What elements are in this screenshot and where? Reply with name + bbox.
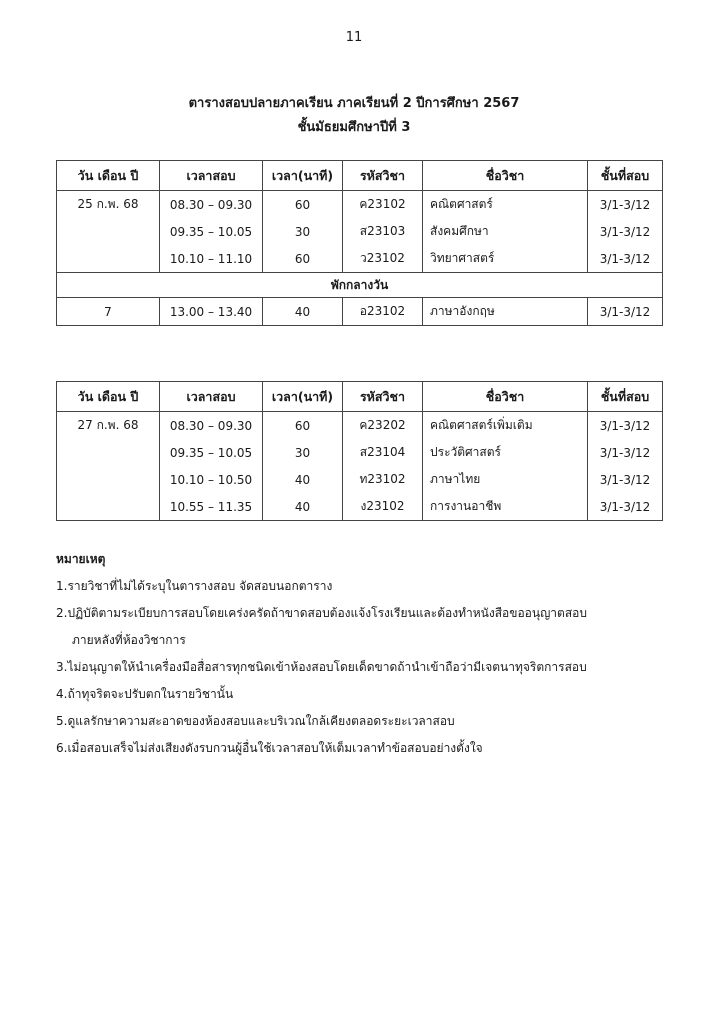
subject-name: คณิตศาสตร์เพิ่มเติม bbox=[423, 412, 588, 440]
subject-name: ภาษาไทย bbox=[423, 466, 588, 493]
exam-room: 3/1-3/12 bbox=[588, 245, 663, 273]
table-header-row bbox=[57, 382, 663, 412]
exam-room: 3/1-3/12 bbox=[588, 298, 663, 326]
subject-code: ท23102 bbox=[343, 466, 423, 493]
exam-time: 10.10 – 11.10 bbox=[160, 245, 263, 273]
notes-section bbox=[56, 546, 676, 762]
table-row bbox=[57, 298, 663, 326]
note-item: 6.เมื่อสอบเสร็จไม่ส่งเสียงดังรบกวนผู้อื่นใช้เวลาสอบให้เต็มเวลาทำข้อสอบอย่างตั้งใจ bbox=[56, 741, 483, 755]
exam-minutes: 60 bbox=[263, 191, 343, 219]
subject-name: ภาษาอังกฤษ bbox=[423, 298, 588, 326]
header-room: ชั้นที่สอบ bbox=[588, 161, 663, 191]
subject-code: ค23102 bbox=[343, 191, 423, 219]
exam-table-day2 bbox=[56, 381, 663, 521]
header-time: เวลาสอบ bbox=[160, 382, 263, 412]
subject-code: ส23103 bbox=[343, 218, 423, 245]
header-room: ชั้นที่สอบ bbox=[588, 382, 663, 412]
exam-time: 09.35 – 10.05 bbox=[160, 218, 263, 245]
note-item: 3.ไม่อนุญาตให้นำเครื่องมือสื่อสารทุกชนิดเข้าห้องสอบโดยเด็ดขาดถ้านำเข้าถือว่ามีเจตนาทุจริตการสอบ bbox=[56, 660, 587, 674]
subject-name: การงานอาชีพ bbox=[423, 493, 588, 521]
exam-table-day1 bbox=[56, 160, 663, 326]
table-row bbox=[57, 493, 663, 521]
table-row bbox=[57, 439, 663, 466]
note-item: 5.ดูแลรักษาความสะอาดของห้องสอบและบริเวณใกล้เคียงตลอดระยะเวลาสอบ bbox=[56, 714, 455, 728]
subject-name: ประวัติศาสตร์ bbox=[423, 439, 588, 466]
header-code: รหัสวิชา bbox=[343, 161, 423, 191]
table-row bbox=[57, 466, 663, 493]
table-row bbox=[57, 245, 663, 273]
exam-time: 08.30 – 09.30 bbox=[160, 191, 263, 219]
note-item-continuation: ภายหลังที่ห้องวิชาการ bbox=[72, 633, 186, 647]
table-row bbox=[57, 412, 663, 440]
lunch-break-label: พักกลางวัน bbox=[57, 273, 663, 298]
subject-code: ส23104 bbox=[343, 439, 423, 466]
exam-date: 7 bbox=[57, 298, 160, 326]
exam-date bbox=[57, 466, 160, 493]
exam-minutes: 30 bbox=[263, 218, 343, 245]
lunch-break-row bbox=[57, 273, 663, 298]
note-item: 1.รายวิชาที่ไม่ได้ระบุในตารางสอบ จัดสอบนอกตาราง bbox=[56, 579, 333, 593]
header-date: วัน เดือน ปี bbox=[57, 382, 160, 412]
exam-minutes: 40 bbox=[263, 466, 343, 493]
header-minutes: เวลา(นาที) bbox=[263, 382, 343, 412]
exam-room: 3/1-3/12 bbox=[588, 439, 663, 466]
exam-minutes: 60 bbox=[263, 412, 343, 440]
page-number: 11 bbox=[345, 30, 363, 45]
exam-room: 3/1-3/12 bbox=[588, 466, 663, 493]
exam-date bbox=[57, 218, 160, 245]
exam-date: 27 ก.พ. 68 bbox=[57, 412, 160, 440]
exam-time: 10.10 – 10.50 bbox=[160, 466, 263, 493]
subject-name: สังคมศึกษา bbox=[423, 218, 588, 245]
exam-date: 25 ก.พ. 68 bbox=[57, 191, 160, 219]
table-row bbox=[57, 218, 663, 245]
grade-level-title: ชั้นมัธยมศึกษาปีที่ 3 bbox=[297, 120, 411, 135]
exam-time: 09.35 – 10.05 bbox=[160, 439, 263, 466]
subject-name: วิทยาศาสตร์ bbox=[423, 245, 588, 273]
subject-name: คณิตศาสตร์ bbox=[423, 191, 588, 219]
exam-room: 3/1-3/12 bbox=[588, 412, 663, 440]
subject-code: ง23102 bbox=[343, 493, 423, 521]
exam-room: 3/1-3/12 bbox=[588, 493, 663, 521]
exam-time: 13.00 – 13.40 bbox=[160, 298, 263, 326]
notes-title: หมายเหตุ bbox=[56, 552, 106, 566]
exam-minutes: 40 bbox=[263, 493, 343, 521]
exam-minutes: 30 bbox=[263, 439, 343, 466]
header-date: วัน เดือน ปี bbox=[57, 161, 160, 191]
note-item: 2.ปฏิบัติตามระเบียบการสอบโดยเคร่งครัดถ้าขาดสอบต้องแจ้งโรงเรียนและต้องทำหนังสือขออนุญาตสอบ bbox=[56, 606, 587, 620]
table-header-row bbox=[57, 161, 663, 191]
exam-room: 3/1-3/12 bbox=[588, 218, 663, 245]
note-item: 4.ถ้าทุจริตจะปรับตกในรายวิชานั้น bbox=[56, 687, 234, 701]
exam-date bbox=[57, 493, 160, 521]
subject-code: ว23102 bbox=[343, 245, 423, 273]
subject-code: อ23102 bbox=[343, 298, 423, 326]
subject-code: ค23202 bbox=[343, 412, 423, 440]
table-row bbox=[57, 191, 663, 219]
exam-date bbox=[57, 245, 160, 273]
schedule-title: ตารางสอบปลายภาคเรียน ภาคเรียนที่ 2 ปีการศึกษา 2567 bbox=[188, 96, 520, 111]
exam-minutes: 60 bbox=[263, 245, 343, 273]
header-subject: ชื่อวิชา bbox=[423, 382, 588, 412]
header-time: เวลาสอบ bbox=[160, 161, 263, 191]
exam-time: 10.55 – 11.35 bbox=[160, 493, 263, 521]
header-minutes: เวลา(นาที) bbox=[263, 161, 343, 191]
exam-minutes: 40 bbox=[263, 298, 343, 326]
exam-room: 3/1-3/12 bbox=[588, 191, 663, 219]
exam-date bbox=[57, 439, 160, 466]
exam-time: 08.30 – 09.30 bbox=[160, 412, 263, 440]
header-subject: ชื่อวิชา bbox=[423, 161, 588, 191]
header-code: รหัสวิชา bbox=[343, 382, 423, 412]
